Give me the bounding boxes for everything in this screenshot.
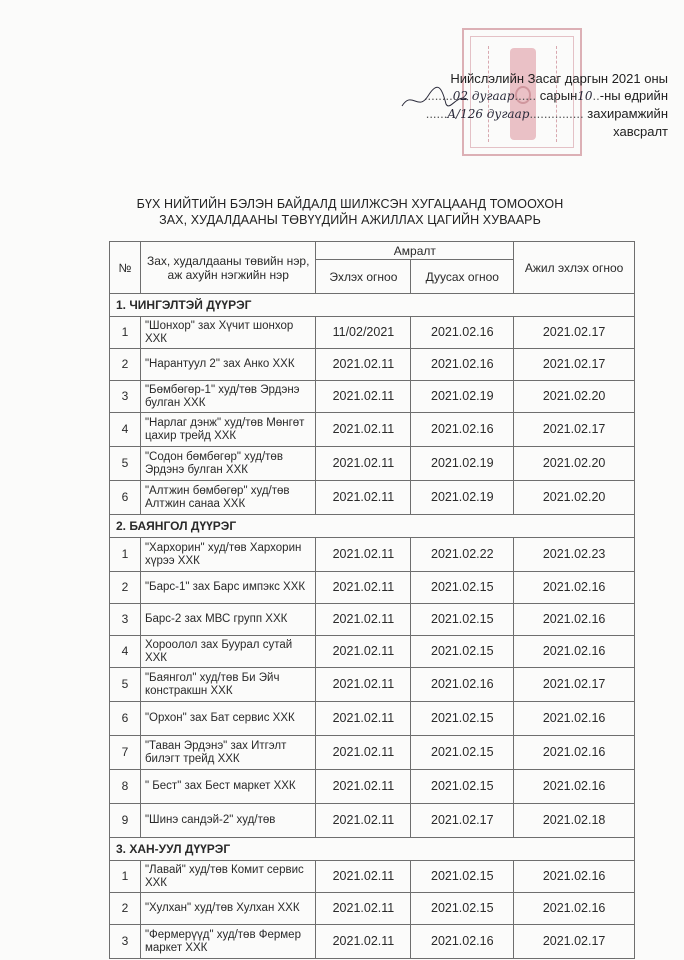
title-line-2: ЗАХ, ХУДАЛДААНЫ ТӨВҮҮДИЙН АЖИЛЛАХ ЦАГИЙН ХУВААРЬ xyxy=(159,213,541,227)
work-start-date: 2021.02.16 xyxy=(514,770,635,804)
rest-end-date: 2021.02.19 xyxy=(411,481,514,515)
table-row xyxy=(110,668,635,702)
business-name: "Хархорин" худ/төв Хархорин хүрээ ХХК xyxy=(140,538,316,572)
district-section-row xyxy=(110,838,635,861)
rest-end-date: 2021.02.15 xyxy=(411,604,514,636)
row-number: 6 xyxy=(110,702,141,736)
work-start-date: 2021.02.16 xyxy=(514,736,635,770)
row-number: 5 xyxy=(110,447,141,481)
work-start-date: 2021.02.16 xyxy=(514,636,635,668)
approval-line-3: ......A/126 дугаар............... захирамжийн xyxy=(425,106,668,121)
rest-end-date: 2021.02.19 xyxy=(411,447,514,481)
district-section-row xyxy=(110,515,635,538)
rest-end-date: 2021.02.16 xyxy=(411,668,514,702)
handwritten-month: 02 дугаар xyxy=(452,89,515,103)
business-name: Барс-2 зах МВС групп ХХК xyxy=(140,604,316,636)
rest-start-date: 2021.02.11 xyxy=(316,413,411,447)
work-start-date: 2021.02.20 xyxy=(514,381,635,413)
row-number: 3 xyxy=(110,925,141,959)
row-number: 1 xyxy=(110,861,141,893)
header-number: № xyxy=(110,242,141,294)
row-number: 3 xyxy=(110,381,141,413)
row-number: 2 xyxy=(110,893,141,925)
table-row xyxy=(110,381,635,413)
title-line-1: БҮХ НИЙТИЙН БЭЛЭН БАЙДАЛД ШИЛЖСЭН ХУГАЦААНД ТОМООХОН xyxy=(136,197,564,211)
row-number: 2 xyxy=(110,349,141,381)
rest-start-date: 2021.02.11 xyxy=(316,668,411,702)
business-name: "Нарлаг дэнж" худ/төв Мөнгөт цахир трейд ХХК xyxy=(140,413,316,447)
rest-end-date: 2021.02.15 xyxy=(411,636,514,668)
rest-end-date: 2021.02.16 xyxy=(411,413,514,447)
table-row xyxy=(110,349,635,381)
work-start-date: 2021.02.17 xyxy=(514,317,635,349)
rest-end-date: 2021.02.15 xyxy=(411,861,514,893)
work-start-date: 2021.02.17 xyxy=(514,349,635,381)
district-title: 2. БАЯНГОЛ ДҮҮРЭГ xyxy=(110,515,635,538)
row-number: 2 xyxy=(110,572,141,604)
rest-start-date: 2021.02.11 xyxy=(316,636,411,668)
table-row xyxy=(110,447,635,481)
rest-start-date: 2021.02.11 xyxy=(316,925,411,959)
rest-start-date: 2021.02.11 xyxy=(316,861,411,893)
row-number: 4 xyxy=(110,636,141,668)
schedule-table xyxy=(109,241,635,959)
work-start-date: 2021.02.16 xyxy=(514,604,635,636)
approval-line-2: ........02 дугаар...... сарын10..-ны өдрийн xyxy=(423,88,668,103)
table-row xyxy=(110,770,635,804)
schedule-body xyxy=(110,294,635,959)
rest-end-date: 2021.02.15 xyxy=(411,702,514,736)
business-name: "Барс-1" зах Барс импэкс ХХК xyxy=(140,572,316,604)
business-name: " Бест" зах Бест маркет ХХК xyxy=(140,770,316,804)
business-name: "Бөмбөгөр-1" худ/төв Эрдэнэ булган ХХК xyxy=(140,381,316,413)
business-name: "Содон бөмбөгөр" худ/төв Эрдэнэ булган ХХК xyxy=(140,447,316,481)
table-row xyxy=(110,925,635,959)
business-name: "Нарантуул 2" зах Анко ХХК xyxy=(140,349,316,381)
approval-day-label: -ны өдрийн xyxy=(599,88,668,103)
approval-line-1: Нийслэлийн Засаг даргын 2021 оны xyxy=(450,71,668,86)
header-rest-start: Эхлэх огноо xyxy=(316,260,411,294)
rest-start-date: 2021.02.11 xyxy=(316,447,411,481)
business-name: "Алтжин бөмбөгөр" худ/төв Алтжин санаа ХХК xyxy=(140,481,316,515)
approval-month-label: сарын xyxy=(539,88,578,103)
header-rest-end: Дуусах огноо xyxy=(411,260,514,294)
table-row xyxy=(110,636,635,668)
district-title: 3. ХАН-УУЛ ДҮҮРЭГ xyxy=(110,838,635,861)
rest-start-date: 2021.02.11 xyxy=(316,893,411,925)
table-row xyxy=(110,736,635,770)
rest-start-date: 2021.02.11 xyxy=(316,572,411,604)
rest-end-date: 2021.02.15 xyxy=(411,572,514,604)
business-name: "Баянгол" худ/төв Би Эйч констракшн ХХК xyxy=(140,668,316,702)
row-number: 3 xyxy=(110,604,141,636)
row-number: 4 xyxy=(110,413,141,447)
rest-start-date: 2021.02.11 xyxy=(316,736,411,770)
approval-order-label: захирамжийн xyxy=(587,106,668,121)
approval-note xyxy=(418,70,668,140)
rest-end-date: 2021.02.22 xyxy=(411,538,514,572)
work-start-date: 2021.02.17 xyxy=(514,413,635,447)
table-row xyxy=(110,702,635,736)
row-number: 1 xyxy=(110,317,141,349)
rest-start-date: 2021.02.11 xyxy=(316,538,411,572)
header-work-start: Ажил эхлэх огноо xyxy=(514,242,635,294)
district-section-row xyxy=(110,294,635,317)
table-row xyxy=(110,861,635,893)
rest-end-date: 2021.02.17 xyxy=(411,804,514,838)
work-start-date: 2021.02.17 xyxy=(514,668,635,702)
table-row xyxy=(110,804,635,838)
row-number: 8 xyxy=(110,770,141,804)
rest-end-date: 2021.02.15 xyxy=(411,893,514,925)
handwritten-day: 10 xyxy=(577,89,593,103)
work-start-date: 2021.02.20 xyxy=(514,447,635,481)
rest-start-date: 2021.02.11 xyxy=(316,770,411,804)
rest-start-date: 11/02/2021 xyxy=(316,317,411,349)
table-row xyxy=(110,317,635,349)
rest-start-date: 2021.02.11 xyxy=(316,349,411,381)
row-number: 1 xyxy=(110,538,141,572)
rest-end-date: 2021.02.19 xyxy=(411,381,514,413)
document-title xyxy=(100,196,600,228)
business-name: Хороолол зах Буурал сутай ХХК xyxy=(140,636,316,668)
work-start-date: 2021.02.16 xyxy=(514,572,635,604)
rest-end-date: 2021.02.16 xyxy=(411,317,514,349)
work-start-date: 2021.02.23 xyxy=(514,538,635,572)
rest-start-date: 2021.02.11 xyxy=(316,804,411,838)
rest-start-date: 2021.02.11 xyxy=(316,381,411,413)
district-title: 1. ЧИНГЭЛТЭЙ ДҮҮРЭГ xyxy=(110,294,635,317)
row-number: 9 xyxy=(110,804,141,838)
rest-end-date: 2021.02.16 xyxy=(411,349,514,381)
work-start-date: 2021.02.20 xyxy=(514,481,635,515)
rest-end-date: 2021.02.15 xyxy=(411,770,514,804)
work-start-date: 2021.02.16 xyxy=(514,702,635,736)
table-row xyxy=(110,413,635,447)
rest-end-date: 2021.02.15 xyxy=(411,736,514,770)
table-row xyxy=(110,893,635,925)
rest-start-date: 2021.02.11 xyxy=(316,481,411,515)
header-rest: Амралт xyxy=(316,242,514,260)
work-start-date: 2021.02.17 xyxy=(514,925,635,959)
row-number: 7 xyxy=(110,736,141,770)
work-start-date: 2021.02.18 xyxy=(514,804,635,838)
approval-line-4: хавсралт xyxy=(613,124,668,139)
row-number: 6 xyxy=(110,481,141,515)
business-name: "Шонхор" зах Хүчит шонхор ХХК xyxy=(140,317,316,349)
business-name: "Шинэ сандэй-2" худ/төв xyxy=(140,804,316,838)
rest-end-date: 2021.02.16 xyxy=(411,925,514,959)
handwritten-order-number: A/126 дугаар xyxy=(447,107,530,121)
business-name: "Лавай" худ/төв Комит сервис ХХК xyxy=(140,861,316,893)
business-name: "Орхон" зах Бат сервис ХХК xyxy=(140,702,316,736)
table-row xyxy=(110,572,635,604)
work-start-date: 2021.02.16 xyxy=(514,861,635,893)
rest-start-date: 2021.02.11 xyxy=(316,604,411,636)
business-name: "Фермерүүд" худ/төв Фермер маркет ХХК xyxy=(140,925,316,959)
work-start-date: 2021.02.16 xyxy=(514,893,635,925)
business-name: "Таван Эрдэнэ" зах Итгэлт билэгт трейд ХХК xyxy=(140,736,316,770)
business-name: "Хулхан" худ/төв Хулхан ХХК xyxy=(140,893,316,925)
row-number: 5 xyxy=(110,668,141,702)
header-name: Зах, худалдааны төвийн нэр, аж ахуйн нэгжийн нэр xyxy=(140,242,316,294)
rest-start-date: 2021.02.11 xyxy=(316,702,411,736)
table-row xyxy=(110,538,635,572)
table-row xyxy=(110,481,635,515)
table-row xyxy=(110,604,635,636)
